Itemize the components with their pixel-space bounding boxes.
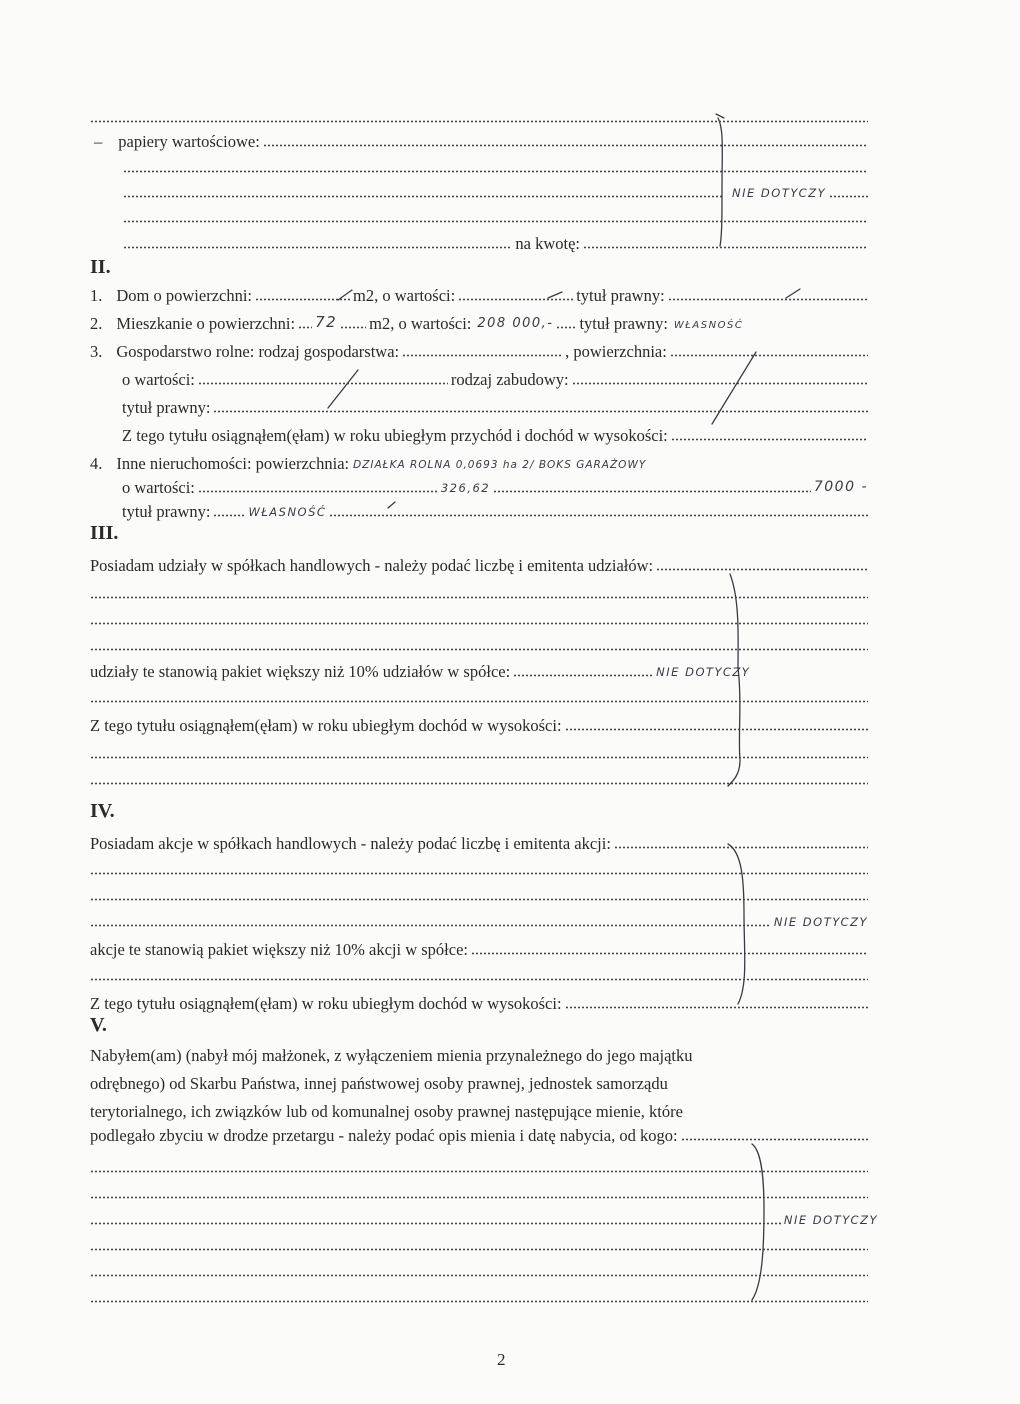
pen-slash (786, 289, 800, 298)
other-property-title-label: tytuł prawny: (122, 502, 211, 521)
pen-brace (752, 1144, 764, 1300)
item-number: 4. (90, 454, 103, 473)
securities-label: papiery wartościowe: (118, 132, 260, 151)
pen-tick (716, 114, 724, 118)
shares-income-label: Z tego tytułu osiągnąłem(ęłam) w roku ubiegłym dochód w wysokości: (90, 716, 562, 735)
not-applicable-note: NIE DOTYCZY (773, 915, 868, 929)
paragraph-line: Nabyłem(am) (nabył mój małżonek, z wyłączeniem mienia przynależnego do jego majątku (90, 1046, 693, 1065)
other-property-area-value: DZIAŁKA ROLNA 0,0693 ha 2/ BOKS GARAŻOWY (353, 459, 647, 471)
section-v-heading: V. (90, 1014, 107, 1036)
amount-label: na kwotę: (515, 234, 580, 253)
not-applicable-note: NIE DOTYCZY (732, 186, 827, 200)
apartment-title-value: WŁASNOŚĆ (673, 320, 744, 331)
apartment-value: 208 000,- (477, 316, 554, 331)
pen-slash (548, 292, 562, 298)
paragraph-line: terytorialnego, ich związków lub od komunalnej osoby prawnej następujące mienie, które (90, 1102, 683, 1121)
farm-title-label: tytuł prawny: (122, 398, 211, 417)
other-property-label: Inne nieruchomości: powierzchnia: (116, 454, 350, 473)
other-property-value-2: 7000 - (813, 479, 868, 495)
page-number: 2 (497, 1350, 506, 1369)
apartment-label: Mieszkanie o powierzchni: (116, 314, 296, 333)
shares-pct-label: udziały te stanowią pakiet większy niż 10% udziałów w spółce: (90, 662, 511, 681)
item-number: 2. (90, 314, 103, 333)
item-number: 3. (90, 342, 103, 361)
stocks-label: Posiadam akcje w spółkach handlowych - należy podać liczbę i emitenta akcji: (90, 834, 611, 853)
pen-slash (712, 352, 756, 424)
pen-brace (718, 118, 722, 246)
not-applicable-note: NIE DOTYCZY (656, 665, 751, 679)
dash: – (94, 132, 103, 151)
farm-income-label: Z tego tytułu osiągnąłem(ęłam) w roku ubiegłym przychód i dochód w wysokości: (122, 426, 668, 445)
apartment-title-label: tytuł prawny: (579, 314, 668, 333)
farm-area-label: , powierzchnia: (565, 342, 667, 361)
pen-slash (338, 290, 352, 300)
house-title-label: tytuł prawny: (576, 286, 665, 305)
stocks-pct-label: akcje te stanowią pakiet większy niż 10% akcji w spółce: (90, 940, 468, 959)
house-label: Dom o powierzchni: (116, 286, 253, 305)
not-applicable-note: NIE DOTYCZY (783, 1213, 878, 1227)
other-property-value-label: o wartości: (122, 478, 195, 497)
farm-buildings-label: rodzaj zabudowy: (450, 370, 569, 389)
apartment-area-value: 72 (315, 313, 338, 331)
pen-brace (728, 844, 745, 1004)
farm-value-label: o wartości: (122, 370, 195, 389)
stocks-income-label: Z tego tytułu osiągnąłem(ęłam) w roku ubiegłym dochód w wysokości: (90, 994, 562, 1013)
other-property-value-1: 326,62 (440, 481, 491, 495)
section-ii-heading: II. (90, 256, 111, 278)
pen-brace (728, 574, 740, 786)
house-unit-label: m2, o wartości: (353, 286, 456, 305)
pen-slash (328, 370, 358, 408)
paragraph-line: odrębnego) od Skarbu Państwa, innej państwowej osoby prawnej, jednostek samorządu (90, 1074, 668, 1093)
farm-label: Gospodarstwo rolne: rodzaj gospodarstwa: (116, 342, 400, 361)
pen-mark (388, 502, 395, 508)
apartment-unit-label: m2, o wartości: (369, 314, 472, 333)
item-number: 1. (90, 286, 103, 305)
other-property-title-value: WŁASNOŚĆ (248, 505, 327, 519)
section-iii-heading: III. (90, 522, 119, 544)
shares-label: Posiadam udziały w spółkach handlowych - należy podać liczbę i emitenta udziałów: (90, 556, 654, 575)
section-iv-heading: IV. (90, 800, 115, 822)
paragraph-line: podlegało zbyciu w drodze przetargu - należy podać opis mienia i datę nabycia, od kogo: (90, 1126, 678, 1145)
